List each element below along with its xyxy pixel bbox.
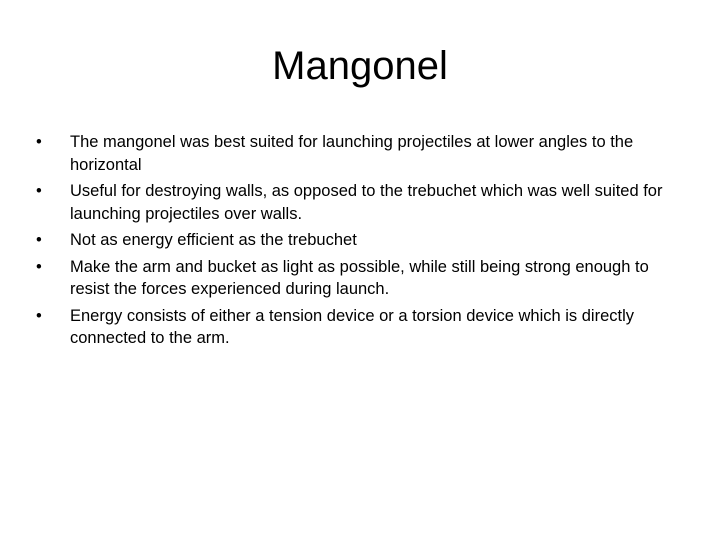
slide-title: Mangonel [272, 44, 448, 88]
bullet-text: Not as energy efficient as the trebuchet [70, 231, 357, 249]
bullet-item [36, 131, 686, 176]
bullet-item [36, 256, 686, 301]
bullet-marker: • [36, 231, 42, 249]
bullet-item [36, 305, 686, 350]
bullet-text: Make the arm and bucket as light as possible, while still being strong enough to resist the forces experienced during launch. [70, 257, 649, 298]
bullet-list [36, 131, 686, 354]
bullet-text: Energy consists of either a tension device or a torsion device which is directly connected to the arm. [70, 306, 635, 347]
bullet-marker: • [36, 133, 42, 151]
bullet-marker: • [36, 306, 42, 325]
bullet-text: The mangonel was best suited for launching projectiles at lower angles to the horizontal [70, 133, 634, 174]
bullet-item [36, 229, 686, 252]
bullet-marker: • [36, 182, 42, 200]
bullet-marker: • [36, 257, 42, 276]
bullet-text: Useful for destroying walls, as opposed to the trebuchet which was well suited for launching projectiles over walls. [70, 182, 663, 223]
bullet-item [36, 180, 686, 225]
